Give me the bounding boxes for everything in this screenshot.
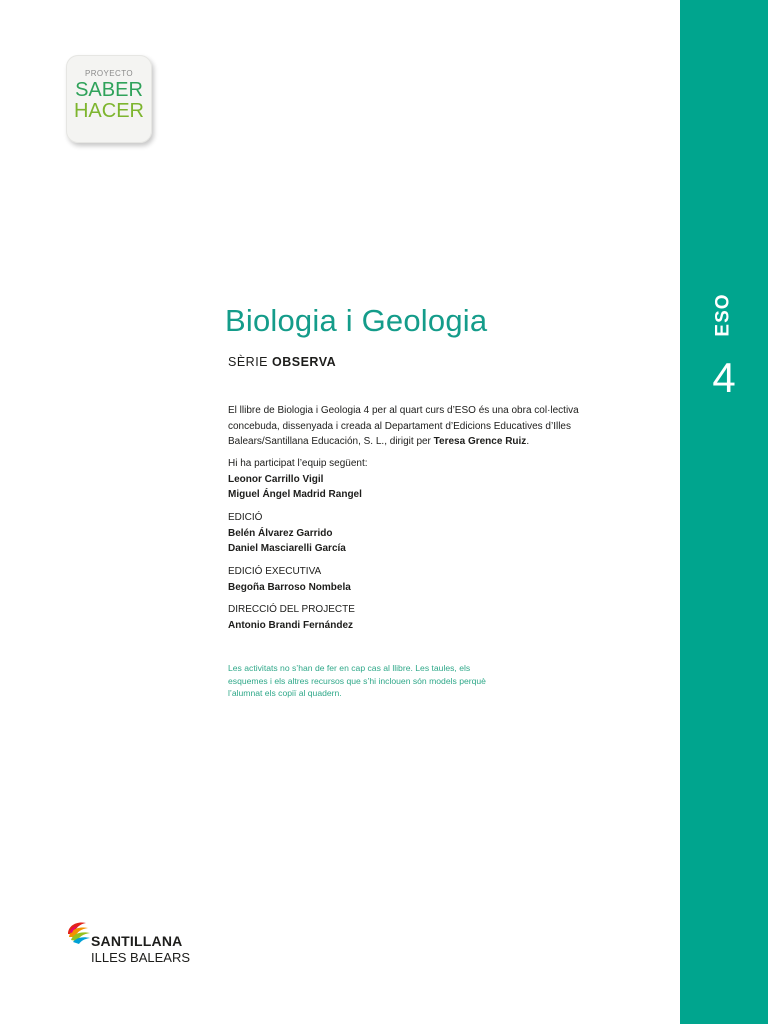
logo-hacer-text: HACER	[73, 100, 144, 122]
logo-proyecto-text: PROYECTO	[85, 69, 133, 78]
publisher-region: ILLES BALEARS	[91, 950, 190, 965]
series-label	[228, 355, 336, 369]
side-color-band	[680, 0, 768, 1024]
edition-member: Belén Álvarez Garrido	[228, 527, 333, 539]
level-text: ESO	[713, 293, 734, 337]
edition-section	[228, 510, 608, 557]
santillana-logo	[66, 918, 206, 968]
project-direction-member: Antonio Brandi Fernández	[228, 619, 353, 631]
executive-edition-label: EDICIÓ EXECUTIVA	[228, 566, 322, 577]
edition-label: EDICIÓ	[228, 512, 263, 523]
logo-saber-text: SABER	[75, 79, 143, 101]
activities-note: Les activitats no s’han de fer en cap cas al llibre. Les taules, els esquemes i els altres recursos que s’hi inclouen són models perquè l’alumnat els copiï al quadern.	[228, 663, 486, 698]
saber-hacer-logo	[66, 55, 152, 143]
team-section	[228, 456, 608, 503]
publisher-name: SANTILLANA	[91, 933, 183, 949]
intro-paragraph	[228, 403, 608, 450]
intro-text: El llibre de Biologia i Geologia 4 per al quart curs d’ESO és una obra col·lectiva concebuda, dissenyada i creada al Departament d’Edicions Educatives d’Illes Balears/Santillana Educación, S. L., dirigit per	[228, 405, 579, 447]
team-label: Hi ha participat l’equip següent:	[228, 458, 368, 469]
director-name: Teresa Grence Ruiz	[433, 436, 527, 447]
book-title: Biologia i Geologia	[225, 303, 488, 338]
edition-member: Daniel Masciarelli García	[228, 543, 346, 554]
level-label	[702, 292, 746, 338]
project-direction-section	[228, 602, 608, 633]
project-direction-label: DIRECCIÓ DEL PROJECTE	[228, 604, 355, 615]
series-name: OBSERVA	[272, 355, 337, 369]
series-prefix: SÈRIE	[228, 355, 269, 369]
executive-edition-section	[228, 564, 608, 595]
grade-number: 4	[712, 354, 736, 401]
team-member: Miguel Ángel Madrid Rangel	[228, 489, 362, 500]
intro-text-end: .	[526, 436, 530, 447]
executive-edition-member: Begoña Barroso Nombela	[228, 581, 351, 593]
santillana-flame-icon	[66, 920, 92, 946]
team-member: Leonor Carrillo Vigil	[228, 473, 324, 485]
